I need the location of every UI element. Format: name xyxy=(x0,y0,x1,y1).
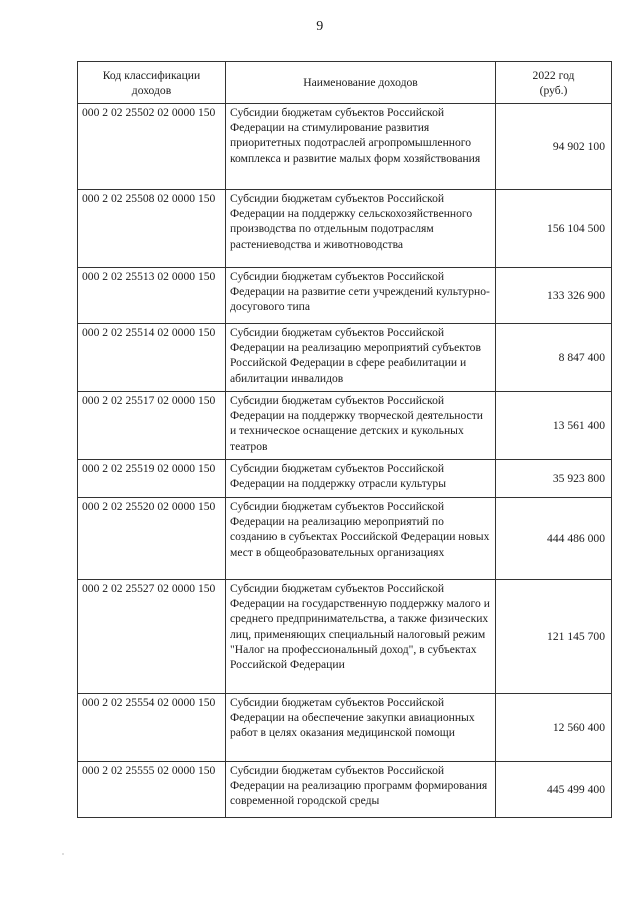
page-number: 9 xyxy=(316,19,324,34)
row-amount: 94 902 100 xyxy=(496,104,612,190)
table-row xyxy=(78,498,612,580)
row-name: Субсидии бюджетам субъектов Российской Федерации на реализацию мероприятий субъектов Российской Федерации в сфере реабилитации и абилитации инвалидов xyxy=(226,324,496,392)
table-row xyxy=(78,580,612,694)
row-amount: 13 561 400 xyxy=(496,392,612,460)
row-amount: 121 145 700 xyxy=(496,580,612,694)
row-amount: 12 560 400 xyxy=(496,694,612,762)
table-row xyxy=(78,324,612,392)
table-row xyxy=(78,392,612,460)
header-name: Наименование доходов xyxy=(226,62,496,104)
row-amount: 445 499 400 xyxy=(496,762,612,818)
row-code: 000 2 02 25527 02 0000 150 xyxy=(78,580,226,694)
row-name: Субсидии бюджетам субъектов Российской Федерации на государственную поддержку малого и среднего предпринимательства, а также физических лиц, применяющих специальный налоговый режим "Налог на профессиональный доход", в субъектах Российской Федерации xyxy=(226,580,496,694)
table-row xyxy=(78,104,612,190)
row-name: Субсидии бюджетам субъектов Российской Федерации на реализацию программ формирования современной городской среды xyxy=(226,762,496,818)
table-row xyxy=(78,268,612,324)
row-name: Субсидии бюджетам субъектов Российской Федерации на обеспечение закупки авиационных работ в целях оказания медицинской помощи xyxy=(226,694,496,762)
row-code: 000 2 02 25554 02 0000 150 xyxy=(78,694,226,762)
table-row xyxy=(78,762,612,818)
row-name: Субсидии бюджетам субъектов Российской Федерации на поддержку отрасли культуры xyxy=(226,460,496,498)
row-amount: 133 326 900 xyxy=(496,268,612,324)
table-header-row xyxy=(78,62,612,104)
row-code: 000 2 02 25502 02 0000 150 xyxy=(78,104,226,190)
row-amount: 35 923 800 xyxy=(496,460,612,498)
row-code: 000 2 02 25555 02 0000 150 xyxy=(78,762,226,818)
row-amount: 444 486 000 xyxy=(496,498,612,580)
row-code: 000 2 02 25517 02 0000 150 xyxy=(78,392,226,460)
income-table xyxy=(77,61,612,818)
row-amount: 156 104 500 xyxy=(496,190,612,268)
row-name: Субсидии бюджетам субъектов Российской Федерации на поддержку творческой деятельности и техническое оснащение детских и кукольных театров xyxy=(226,392,496,460)
row-code: 000 2 02 25508 02 0000 150 xyxy=(78,190,226,268)
table-row xyxy=(78,694,612,762)
row-name: Субсидии бюджетам субъектов Российской Федерации на поддержку сельскохозяйственного производства по отдельным подотраслям растениеводства и животноводства xyxy=(226,190,496,268)
row-name: Субсидии бюджетам субъектов Российской Федерации на реализацию мероприятий по созданию в субъектах Российской Федерации новых мест в общеобразовательных организациях xyxy=(226,498,496,580)
row-code: 000 2 02 25519 02 0000 150 xyxy=(78,460,226,498)
row-code: 000 2 02 25513 02 0000 150 xyxy=(78,268,226,324)
row-name: Субсидии бюджетам субъектов Российской Федерации на развитие сети учреждений культурно-досугового типа xyxy=(226,268,496,324)
scan-speck xyxy=(62,853,64,855)
table-row xyxy=(78,190,612,268)
header-amount: 2022 год (руб.) xyxy=(496,62,612,104)
row-amount: 8 847 400 xyxy=(496,324,612,392)
header-code: Код классификации доходов xyxy=(78,62,226,104)
table-row xyxy=(78,460,612,498)
row-code: 000 2 02 25514 02 0000 150 xyxy=(78,324,226,392)
row-name: Субсидии бюджетам субъектов Российской Федерации на стимулирование развития приоритетных подотраслей агропромышленного комплекса и развитие малых форм хозяйствования xyxy=(226,104,496,190)
row-code: 000 2 02 25520 02 0000 150 xyxy=(78,498,226,580)
